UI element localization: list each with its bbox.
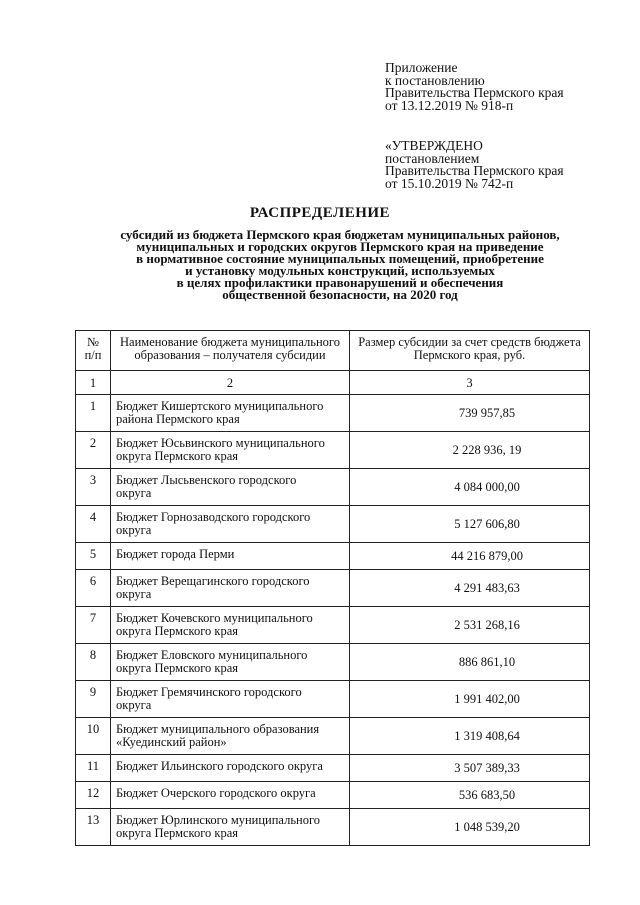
row-subsidy-amount: 536 683,50 [350,782,590,809]
budget-name-line: округа [116,522,152,537]
budget-name-line: округа [116,485,152,500]
row-number: 12 [76,782,111,809]
header-num-line: № [87,335,99,349]
row-budget-name [111,809,350,846]
row-budget-name [111,718,350,755]
budget-name-line: округа [116,697,152,712]
table-row [76,570,590,607]
budget-name-line: Бюджет Очерского городского округа [116,786,316,800]
table-row [76,506,590,543]
row-subsidy-amount: 4 291 483,63 [350,570,590,607]
budget-name-line: Бюджет Еловского муниципального [116,648,308,662]
row-budget-name [111,644,350,681]
row-budget-name [111,607,350,644]
row-subsidy-amount: 44 216 879,00 [350,543,590,570]
subtitle-line: в нормативное состояние муниципальных помещений, приобретение [136,251,544,266]
approval-line: от 15.10.2019 № 742-п [385,175,514,191]
budget-name-line: «Куединский район» [116,734,227,749]
subsidy-distribution-table [75,330,590,846]
budget-name-line: Бюджет Кочевского муниципального [116,611,313,625]
row-subsidy-amount: 1 048 539,20 [350,809,590,846]
row-subsidy-amount: 4 084 000,00 [350,469,590,506]
header-name-line: образования – получателя субсидии [134,347,326,362]
budget-name-line: Бюджет Верещагинского городского [116,574,310,588]
row-subsidy-amount: 886 861,10 [350,644,590,681]
row-subsidy-amount: 1 319 408,64 [350,718,590,755]
document-title: РАСПРЕДЕЛЕНИЕ [249,205,391,221]
row-number: 9 [76,681,111,718]
row-number: 10 [76,718,111,755]
budget-name-line: Бюджет Лысьвенского городского [116,473,297,487]
row-budget-name [111,395,350,432]
row-budget-name [111,570,350,607]
row-budget-name [111,506,350,543]
header-num [76,331,111,371]
row-number: 6 [76,570,111,607]
row-number: 8 [76,644,111,681]
row-number: 4 [76,506,111,543]
header-num-line: п/п [84,347,102,362]
budget-name-line: Бюджет Юсьвинского муниципального [116,436,325,450]
column-number-row [76,371,590,395]
header-amount-line: Размер субсидии за счет средств бюджета [358,335,581,349]
subtitle-line: в целях профилактики правонарушений и обеспечения [176,275,504,290]
row-budget-name [111,782,350,809]
row-number: 13 [76,809,111,846]
approval-block [385,140,564,190]
table-row [76,809,590,846]
subtitle-line: и установку модульных конструкций, используемых [185,263,495,278]
budget-name-line: Бюджет Ильинского городского округа [116,759,323,773]
row-subsidy-amount: 2 531 268,16 [350,607,590,644]
budget-name-line: Бюджет города Перми [116,547,235,561]
budget-name-line: Бюджет муниципального образования [116,722,320,736]
table-header-row [76,331,590,371]
subtitle-line: общественной безопасности, на 2020 год [222,287,458,302]
table-row [76,681,590,718]
appendix-block [385,62,564,112]
row-budget-name [111,681,350,718]
table-row [76,469,590,506]
row-subsidy-amount: 739 957,85 [350,395,590,432]
row-budget-name [111,432,350,469]
appendix-line: Приложение [385,60,458,75]
header-name-line: Наименование бюджета муниципального [120,335,340,349]
table-row [76,782,590,809]
budget-name-line: округа [116,586,152,601]
table-row [76,755,590,782]
subtitle-line: субсидий из бюджета Пермского края бюджетам муниципальных районов, [120,227,560,242]
header-amount [350,331,590,371]
row-subsidy-amount: 5 127 606,80 [350,506,590,543]
column-number: 3 [350,371,590,395]
appendix-line: Правительства Пермского края [385,85,564,100]
table-row [76,718,590,755]
budget-name-line: округа Пермского края [116,448,239,463]
budget-name-line: округа Пермского края [116,660,239,675]
row-subsidy-amount: 3 507 389,33 [350,755,590,782]
row-number: 2 [76,432,111,469]
row-subsidy-amount: 1 991 402,00 [350,681,590,718]
table-row [76,432,590,469]
budget-name-line: района Пермского края [116,411,240,426]
header-name [111,331,350,371]
approval-line: «УТВЕРЖДЕНО [385,138,483,153]
subtitle-line: муниципальных и городских округов Пермского края на приведение [136,239,544,254]
budget-name-line: Бюджет Юрлинского муниципального [116,813,321,827]
budget-name-line: Бюджет Гремячинского городского [116,685,302,699]
table-row [76,644,590,681]
budget-name-line: округа Пермского края [116,623,239,638]
approval-line: Правительства Пермского края [385,163,564,178]
budget-name-line: Бюджет Горнозаводского городского [116,510,311,524]
row-budget-name [111,469,350,506]
row-number: 11 [76,755,111,782]
header-amount-line: Пермского края, руб. [413,347,526,362]
appendix-line: от 13.12.2019 № 918-п [385,97,514,113]
approval-line: постановлением [385,150,480,166]
row-budget-name [111,755,350,782]
budget-name-line: округа Пермского края [116,825,239,840]
row-subsidy-amount: 2 228 936, 19 [350,432,590,469]
budget-name-line: Бюджет Кишертского муниципального [116,399,324,413]
column-number: 2 [111,371,350,395]
document-subtitle [60,229,620,301]
column-number: 1 [76,371,111,395]
table-row [76,395,590,432]
row-number: 1 [76,395,111,432]
appendix-line: к постановлению [385,72,485,88]
table-row [76,543,590,570]
row-budget-name [111,543,350,570]
row-number: 3 [76,469,111,506]
row-number: 7 [76,607,111,644]
table-row [76,607,590,644]
row-number: 5 [76,543,111,570]
